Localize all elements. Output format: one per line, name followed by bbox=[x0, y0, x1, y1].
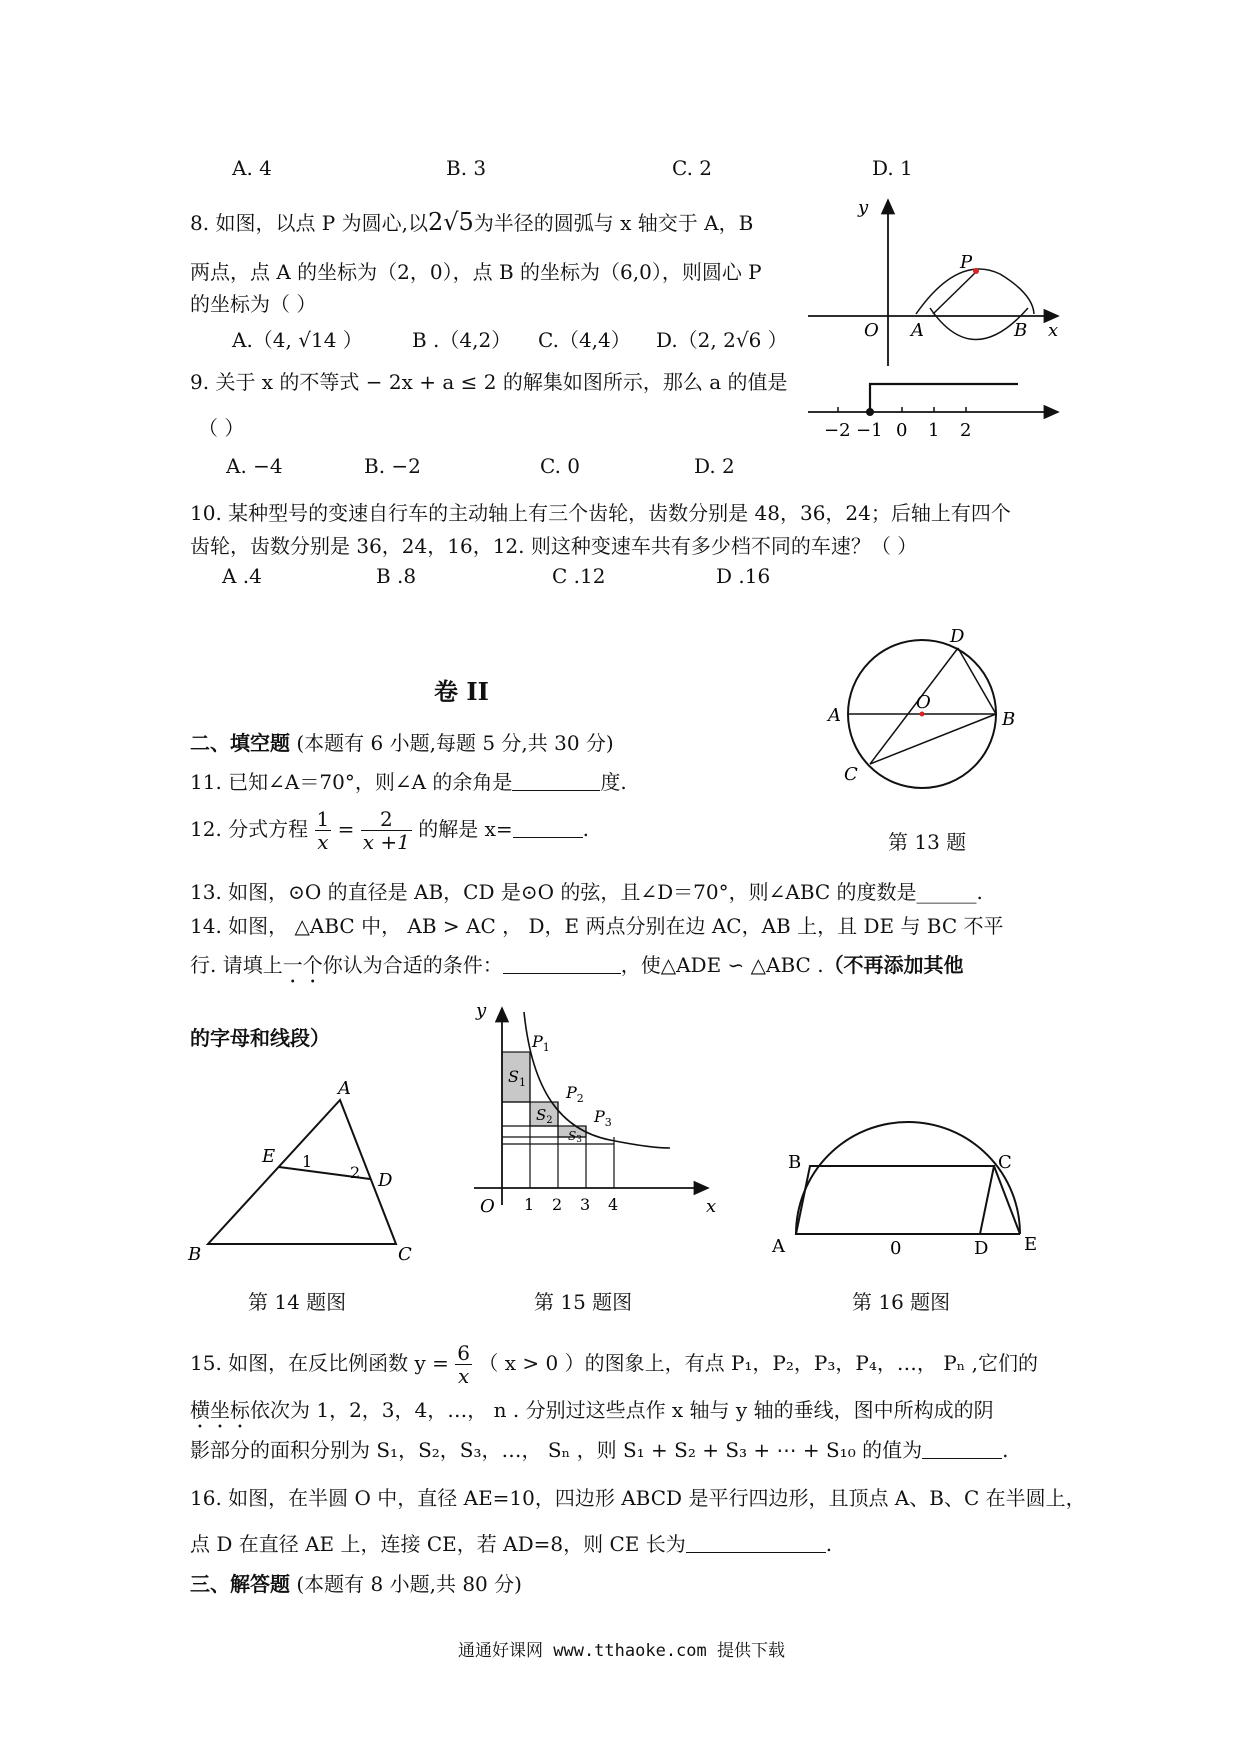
q15-text-a: 15. 如图，在反比例函数 y = bbox=[190, 1351, 449, 1375]
section3-heading-line bbox=[190, 1568, 522, 1597]
q15-curve bbox=[524, 1012, 670, 1148]
q15-label-s2: $S_2$ bbox=[536, 1106, 553, 1126]
q16-arc bbox=[796, 1122, 1020, 1234]
q16-label-o: 0 bbox=[890, 1238, 902, 1259]
section3-desc: (本题有 8 小题,共 80 分) bbox=[296, 1572, 522, 1596]
q16-label-b: B bbox=[788, 1152, 802, 1173]
q9-line2: （ ） bbox=[198, 416, 245, 440]
q15-label-s3: S3 bbox=[568, 1129, 582, 1145]
q12-text-b: 的解是 x= bbox=[418, 817, 513, 841]
q12-line bbox=[190, 808, 589, 853]
q12-answer-blank[interactable] bbox=[513, 819, 583, 838]
q12-text-a: 12. 分式方程 bbox=[190, 817, 309, 841]
q10-option-d: D .16 bbox=[716, 564, 771, 588]
q9-tick-m1: −1 bbox=[856, 420, 883, 441]
q14-angle-1: 1 bbox=[302, 1152, 313, 1171]
q14-text-d: （不再添加其他 bbox=[823, 953, 964, 977]
figure-q15-hyperbola bbox=[470, 1000, 730, 1220]
q14-line2 bbox=[190, 949, 964, 988]
q8-label-p: P bbox=[960, 252, 973, 273]
q15-fraction bbox=[455, 1342, 472, 1387]
q14-text-c: ，使△ADE ∽ △ABC . bbox=[620, 953, 824, 977]
q15-label-p3: $P_3$ bbox=[594, 1107, 612, 1129]
fig16-caption: 第 16 题图 bbox=[852, 1290, 951, 1314]
q15-tick-3: 3 bbox=[580, 1195, 591, 1214]
q8-line3: 的坐标为（ ） bbox=[190, 292, 317, 316]
q11-text-b: 度. bbox=[600, 770, 627, 794]
q8-label-b: B bbox=[1014, 320, 1028, 341]
q10-option-c: C .12 bbox=[552, 564, 606, 588]
q11-line bbox=[190, 766, 627, 795]
q7-option-d: D. 1 bbox=[872, 156, 913, 180]
q13-label-a: A bbox=[828, 705, 841, 726]
q9-line1: 9. 关于 x 的不等式 − 2x + a ≤ 2 的解集如图所示，那么 a 的值是 bbox=[190, 370, 788, 394]
figure-q16-semicircle bbox=[760, 1100, 1060, 1260]
figure-q13-circle bbox=[820, 624, 1020, 784]
q15-label-s1: $S_1$ bbox=[508, 1067, 526, 1089]
section2-desc: (本题有 6 小题,每题 5 分,共 30 分) bbox=[296, 731, 614, 755]
q15-line3 bbox=[190, 1434, 1008, 1463]
q15-den: x bbox=[458, 1364, 470, 1388]
q13-label-d: D bbox=[950, 626, 965, 647]
q11-text-a: 11. 已知∠A＝70°，则∠A 的余角是 bbox=[190, 770, 513, 794]
q15-tick-2: 2 bbox=[552, 1195, 563, 1214]
q15-emphasis: 横坐标 bbox=[190, 1398, 250, 1422]
q10-option-a: A .4 bbox=[222, 564, 262, 588]
q14-emphasis: 一个 bbox=[282, 953, 323, 977]
q12-num2: 2 bbox=[361, 808, 412, 831]
q15-answer-blank[interactable] bbox=[922, 1440, 1002, 1459]
section2-heading: 二、填空题 bbox=[190, 731, 290, 755]
figure-q8-coordinate bbox=[808, 196, 1068, 376]
q14-label-d: D bbox=[378, 1170, 393, 1191]
q14-answer-blank[interactable] bbox=[503, 955, 621, 974]
q16-parallelogram-abcd bbox=[796, 1166, 994, 1234]
q14-line3: 的字母和线段） bbox=[190, 1026, 330, 1050]
q8-radius: 2√5 bbox=[427, 208, 474, 236]
q15-text-b: （ x > 0 ）的图象上，有点 P₁，P₂，P₃，P₄，…， Pₙ ,它们的 bbox=[478, 1351, 1039, 1375]
q12-fraction-right bbox=[361, 808, 412, 853]
q9-option-d: D. 2 bbox=[694, 454, 735, 478]
q9-tick-2: 2 bbox=[960, 420, 972, 441]
fig13-caption: 第 13 题 bbox=[888, 830, 967, 854]
fig14-caption: 第 14 题图 bbox=[248, 1290, 347, 1314]
q8-radius-line bbox=[933, 272, 976, 314]
page-footer: 通通好课网 www.tthaoke.com 提供下载 bbox=[458, 1641, 785, 1661]
q14-label-c: C bbox=[398, 1244, 412, 1265]
q8-text-b: 为半径的圆弧与 x 轴交于 A，B bbox=[473, 211, 754, 235]
q16-line1: 16. 如图，在半圆 O 中，直径 AE=10，四边形 ABCD 是平行四边形，且顶点 A、B、C 在半圆上， bbox=[190, 1486, 1086, 1510]
q12-fraction-left bbox=[315, 808, 332, 853]
q15-text-e: . bbox=[1002, 1438, 1009, 1462]
q8-line2: 两点，点 A 的坐标为（2，0），点 B 的坐标为（6,0），则圆心 P bbox=[190, 260, 762, 284]
q9-solution-ray bbox=[870, 384, 1018, 412]
q8-option-d: D.（2, 2√6 ） bbox=[656, 328, 788, 352]
q16-answer-blank[interactable] bbox=[686, 1534, 826, 1553]
q9-tick-1: 1 bbox=[928, 420, 940, 441]
q9-tick-m2: −2 bbox=[824, 420, 851, 441]
q8-label-y: y bbox=[858, 197, 869, 218]
q16-segment-ce bbox=[994, 1166, 1020, 1234]
q7-option-c: C. 2 bbox=[672, 156, 713, 180]
q15-label-o: O bbox=[480, 1196, 495, 1217]
q15-label-p2: $P_2$ bbox=[566, 1083, 584, 1105]
q9-option-c: C. 0 bbox=[540, 454, 581, 478]
q8-text-a: 8. 如图，以点 P 为圆心,以 bbox=[190, 211, 428, 235]
q13-label-c: C bbox=[844, 764, 858, 785]
q15-label-y: y bbox=[476, 1000, 487, 1021]
q9-option-a: A. −4 bbox=[226, 454, 283, 478]
q16-label-e: E bbox=[1024, 1234, 1038, 1255]
q14-label-e: E bbox=[262, 1146, 276, 1167]
q14-angle-2: 2 bbox=[350, 1163, 361, 1182]
q13-label-b: B bbox=[1002, 709, 1016, 730]
section3-heading: 三、解答题 bbox=[190, 1572, 290, 1596]
figure-q9-number-line bbox=[808, 376, 1068, 446]
q12-den2: x +1 bbox=[362, 830, 410, 854]
q13-chord-db bbox=[958, 648, 996, 714]
q12-den1: x bbox=[317, 830, 329, 854]
q8-label-x: x bbox=[1048, 320, 1059, 341]
q14-line1: 14. 如图， △ABC 中， AB > AC ， D，E 两点分别在边 AC，AB 上，且 DE 与 BC 不平 bbox=[190, 914, 1004, 938]
q15-num: 6 bbox=[457, 1341, 471, 1365]
q8-point-p bbox=[973, 268, 979, 274]
q14-label-b: B bbox=[188, 1244, 202, 1265]
q10-line2: 齿轮，齿数分别是 36，24，16，12. 则这种变速车共有多少档不同的车速？（ ） bbox=[190, 534, 918, 558]
q8-line1 bbox=[190, 207, 753, 236]
q10-option-b: B .8 bbox=[376, 564, 417, 588]
q15-label-x: x bbox=[706, 1196, 717, 1217]
q13-text: 13. 如图，⊙O 的直径是 AB，CD 是⊙O 的弦，且∠D＝70°，则∠ABC 的度数是______. bbox=[190, 880, 983, 904]
q14-text-b: 你认为合适的条件： bbox=[322, 953, 503, 977]
q9-solid-dot bbox=[866, 408, 874, 416]
q16-label-a: A bbox=[772, 1236, 785, 1257]
q16-label-c: C bbox=[998, 1152, 1012, 1173]
q12-text-c: . bbox=[582, 817, 589, 841]
q12-equals: = bbox=[337, 817, 355, 841]
q15-tick-1: 1 bbox=[524, 1195, 535, 1214]
q15-line1 bbox=[190, 1342, 1038, 1387]
q16-text-b: . bbox=[825, 1532, 833, 1556]
q14-triangle-abc bbox=[208, 1100, 396, 1244]
q8-upper-arc bbox=[916, 269, 1034, 314]
q16-text-a: 点 D 在直径 AE 上，连接 CE，若 AD=8，则 CE 长为 bbox=[190, 1532, 686, 1556]
q14-text-a: 行. 请填上 bbox=[190, 953, 283, 977]
q15-tick-4: 4 bbox=[608, 1195, 619, 1214]
fig15-caption: 第 15 题图 bbox=[534, 1290, 633, 1314]
q14-label-a: A bbox=[338, 1078, 351, 1099]
q16-label-d: D bbox=[974, 1238, 989, 1259]
q15-text-d: 影部分的面积分别为 S₁，S₂，S₃，…， Sₙ ，则 S₁ + S₂ + S₃ + ⋯ + S₁₀ 的值为 bbox=[190, 1438, 923, 1462]
figure-q14-triangle bbox=[186, 1064, 426, 1264]
q8-label-o: O bbox=[864, 320, 879, 341]
q13-label-o: O bbox=[916, 692, 931, 713]
q12-num1: 1 bbox=[316, 807, 330, 831]
q7-option-a: A. 4 bbox=[232, 156, 272, 180]
section2-title: 卷 II bbox=[434, 677, 489, 706]
q7-option-b: B. 3 bbox=[446, 156, 487, 180]
q15-label-p1: $P_1$ bbox=[532, 1032, 550, 1054]
q8-option-b: B .（4,2） bbox=[412, 328, 512, 352]
q15-line2 bbox=[190, 1394, 994, 1433]
q8-option-a: A.（4, √14 ） bbox=[232, 328, 363, 352]
section2-heading-line bbox=[190, 727, 614, 756]
q15-text-c: 依次为 1，2，3，4，…， n . 分别过这些点作 x 轴与 y 轴的垂线，图中所构成的阴 bbox=[250, 1398, 994, 1422]
q8-label-a: A bbox=[911, 320, 924, 341]
q9-option-b: B. −2 bbox=[364, 454, 421, 478]
q16-line2 bbox=[190, 1528, 832, 1557]
q8-option-c: C.（4,4） bbox=[538, 328, 631, 352]
q10-line1: 10. 某种型号的变速自行车的主动轴上有三个齿轮，齿数分别是 48，36，24；后轴上有四个 bbox=[190, 501, 1011, 525]
q11-answer-blank[interactable] bbox=[512, 772, 600, 791]
q9-tick-0: 0 bbox=[896, 420, 908, 441]
